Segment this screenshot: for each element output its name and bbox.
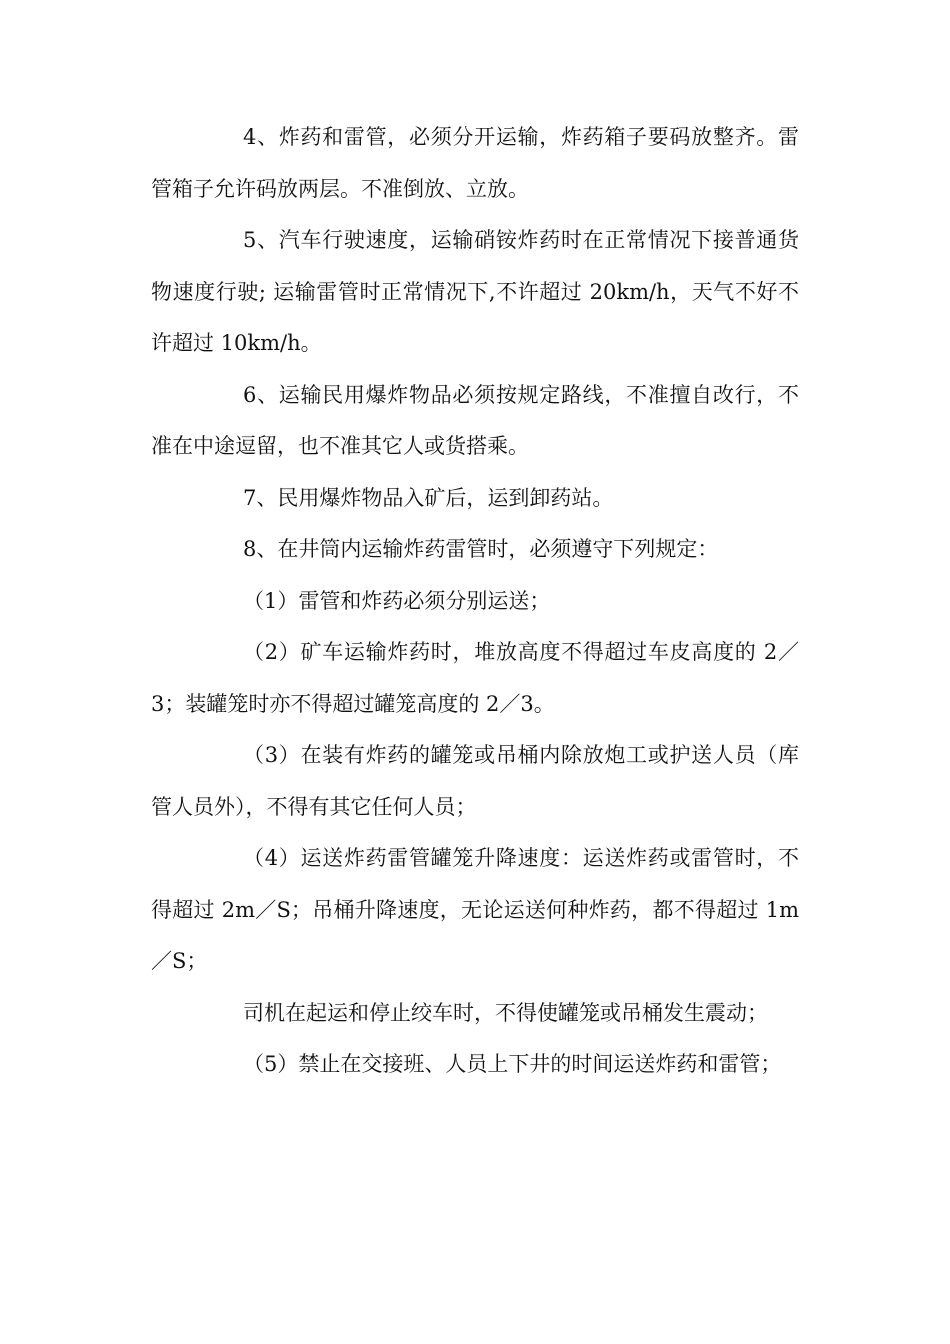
sub-item-3: （3）在装有炸药的罐笼或吊桶内除放炮工或护送人员（库管人员外），不得有其它任何人员； <box>151 743 799 819</box>
document-body <box>151 112 799 1091</box>
sub-item-1: （1）雷管和炸药必须分别运送； <box>243 588 551 613</box>
paragraph-item-4: 4、炸药和雷管，必须分开运输，炸药箱子要码放整齐。雷管箱子允许码放两层。不准倒放、立放。 <box>151 125 799 201</box>
sub-item-2: （2）矿车运输炸药时，堆放高度不得超过车皮高度的 2／3；装罐笼时亦不得超过罐笼高度的 2／3。 <box>151 640 799 716</box>
paragraph-item-5: 5、汽车行驶速度，运输硝铵炸药时在正常情况下接普通货物速度行驶; 运输雷管时正常情况下,不许超过 20km/h，天气不好不许超过 10km/h。 <box>151 228 799 355</box>
sub-item-4: （4）运送炸药雷管罐笼升降速度：运送炸药或雷管时，不得超过 2m／S；吊桶升降速度，无论运送何种炸药，都不得超过 1m／S； <box>151 846 799 973</box>
paragraph-item-7: 7、民用爆炸物品入矿后，运到卸药站。 <box>243 485 614 510</box>
paragraph-item-6: 6、运输民用爆炸物品必须按规定路线，不准擅自改行，不准在中途逗留，也不准其它人或货搭乘。 <box>151 382 799 458</box>
sub-item-5: （5）禁止在交接班、人员上下井的时间运送炸药和雷管； <box>243 1052 782 1076</box>
paragraph-item-8: 8、在井筒内运输炸药雷管时，必须遵守下列规定： <box>243 537 719 561</box>
paragraph-winch-note: 司机在起运和停止绞车时，不得使罐笼或吊桶发生震动； <box>243 1000 768 1025</box>
